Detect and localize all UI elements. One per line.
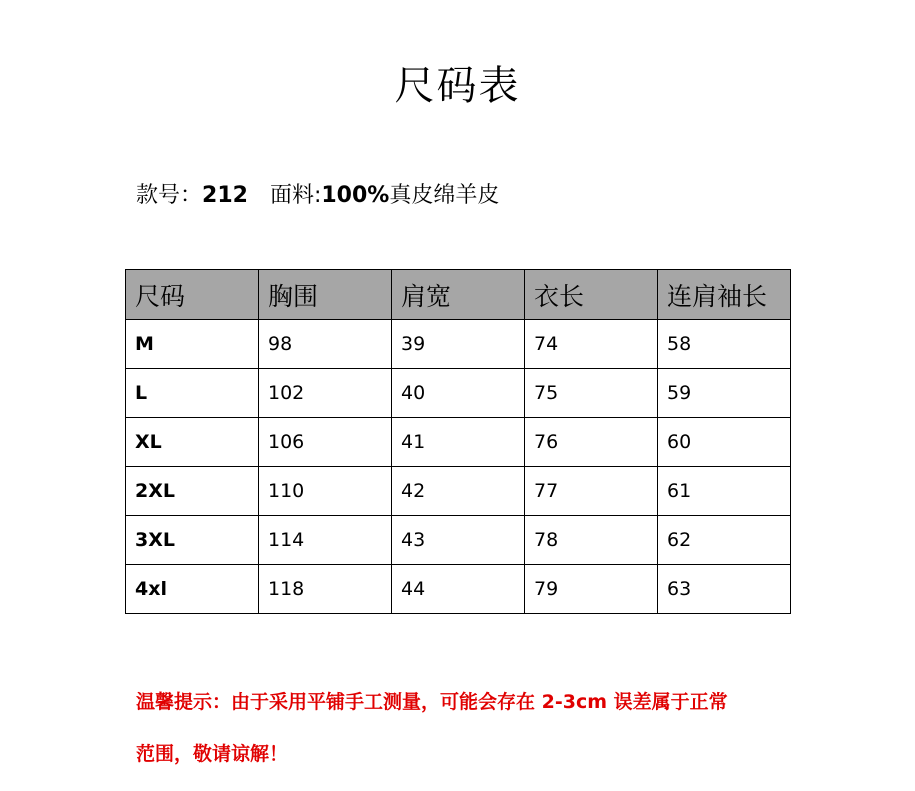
size-cell: 2XL [126,467,259,516]
shoulder-cell: 40 [392,369,525,418]
length-cell: 78 [525,516,658,565]
length-cell: 77 [525,467,658,516]
product-meta [136,180,499,212]
table-row [126,418,791,467]
size-cell: M [126,320,259,369]
shoulder-cell: 44 [392,565,525,614]
sleeve-cell: 63 [658,565,791,614]
length-cell: 76 [525,418,658,467]
notice-line-1: 温馨提示：由于采用平铺手工测量，可能会存在 2-3cm 误差属于正常 [136,691,728,713]
table-row [126,369,791,418]
measurement-notice [136,676,826,780]
sleeve-cell: 59 [658,369,791,418]
table-header-row [126,270,791,320]
length-cell: 75 [525,369,658,418]
length-cell: 74 [525,320,658,369]
header-length: 衣长 [525,270,658,320]
header-sleeve: 连肩袖长 [658,270,791,320]
shoulder-cell: 41 [392,418,525,467]
chest-cell: 114 [259,516,392,565]
style-number: 212 [202,183,248,208]
header-chest: 胸围 [259,270,392,320]
sleeve-cell: 62 [658,516,791,565]
length-cell: 79 [525,565,658,614]
chest-cell: 118 [259,565,392,614]
size-cell: 3XL [126,516,259,565]
shoulder-cell: 42 [392,467,525,516]
size-cell: 4xl [126,565,259,614]
table-row [126,467,791,516]
chest-cell: 110 [259,467,392,516]
sleeve-cell: 61 [658,467,791,516]
fabric-material: 真皮绵羊皮 [389,183,500,208]
style-label: 款号： [136,183,203,208]
shoulder-cell: 43 [392,516,525,565]
page-title: 尺码表 [394,63,521,109]
size-table [125,269,791,614]
notice-line-2: 范围，敬请谅解！ [136,743,289,765]
table-row [126,565,791,614]
fabric-percent: 100% [321,183,390,208]
fabric-label: 面料: [269,183,322,208]
sleeve-cell: 60 [658,418,791,467]
size-cell: XL [126,418,259,467]
table-row [126,320,791,369]
header-size: 尺码 [126,270,259,320]
header-shoulder: 肩宽 [392,270,525,320]
table-row [126,516,791,565]
size-cell: L [126,369,259,418]
sleeve-cell: 58 [658,320,791,369]
shoulder-cell: 39 [392,320,525,369]
chest-cell: 106 [259,418,392,467]
chest-cell: 98 [259,320,392,369]
chest-cell: 102 [259,369,392,418]
